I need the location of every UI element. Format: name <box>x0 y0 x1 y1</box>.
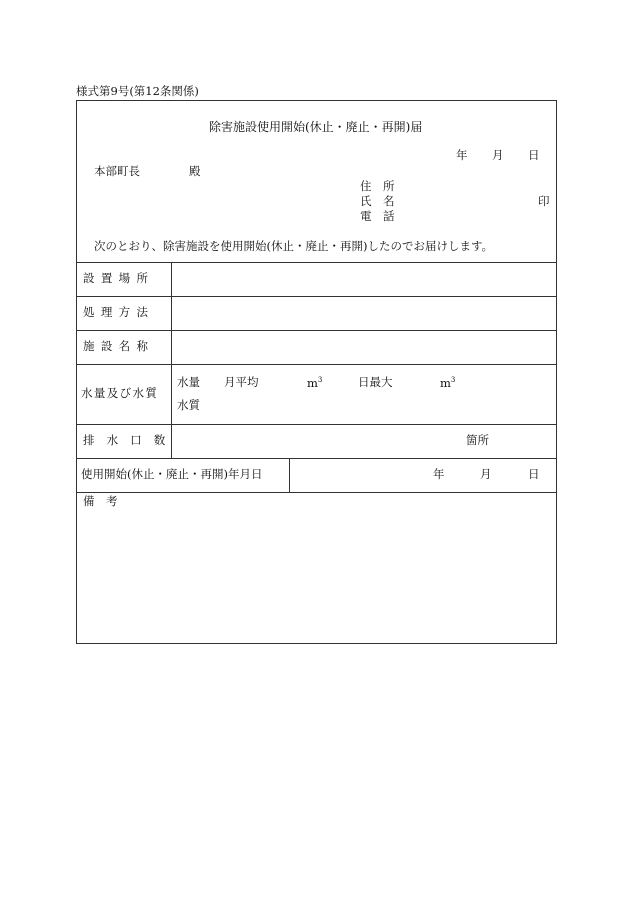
start-date-label: 使用開始(休止・廃止・再開)年月日 <box>81 467 263 481</box>
form-frame <box>76 100 557 644</box>
monthly-unit <box>307 377 322 390</box>
method-label: 処理方法 <box>83 305 155 319</box>
seal-mark: 印 <box>538 194 550 208</box>
row-divider <box>76 296 557 297</box>
applicant-address-label: 住 所 <box>360 179 395 193</box>
monthly-average-label: 月平均 <box>224 375 259 389</box>
unit-m: m <box>440 376 451 390</box>
form-title: 除害施設使用開始(休止・廃止・再開)届 <box>209 120 423 134</box>
row-divider <box>76 364 557 365</box>
outlets-unit: 箇所 <box>466 433 489 447</box>
date-year: 年 <box>456 148 468 162</box>
unit-superscript: 3 <box>317 376 323 384</box>
outlets-label: 排水口数 <box>83 433 178 447</box>
date-column-divider <box>289 458 290 492</box>
water-quality-label: 水質 <box>177 398 200 412</box>
water-label: 水量及び水質 <box>81 386 159 400</box>
label-column-divider <box>171 262 172 458</box>
statement-text: 次のとおり、除害施設を使用開始(休止・廃止・再開)したのでお届けします。 <box>94 239 494 253</box>
unit-m: m <box>307 376 318 390</box>
row-divider <box>76 492 557 493</box>
form-number: 様式第9号(第12条関係) <box>76 84 199 98</box>
unit-superscript: 3 <box>450 376 456 384</box>
addressee-name: 本部町長 <box>94 164 140 178</box>
start-date-year: 年 <box>433 467 445 481</box>
date-day: 日 <box>528 148 540 162</box>
row-divider <box>76 330 557 331</box>
water-amount-label: 水量 <box>177 375 200 389</box>
applicant-name-label: 氏 名 <box>360 194 395 208</box>
daily-max-label: 日最大 <box>358 375 393 389</box>
start-date-month: 月 <box>480 467 492 481</box>
date-month: 月 <box>492 148 504 162</box>
start-date-day: 日 <box>528 467 540 481</box>
location-label: 設置場所 <box>83 271 155 285</box>
facility-name-label: 施設名称 <box>83 339 155 353</box>
row-divider <box>76 262 557 263</box>
row-divider <box>76 458 557 459</box>
remarks-label: 備 考 <box>83 494 118 508</box>
addressee-honorific: 殿 <box>189 164 201 178</box>
daily-unit <box>440 377 455 390</box>
row-divider <box>76 424 557 425</box>
applicant-phone-label: 電 話 <box>360 209 395 223</box>
